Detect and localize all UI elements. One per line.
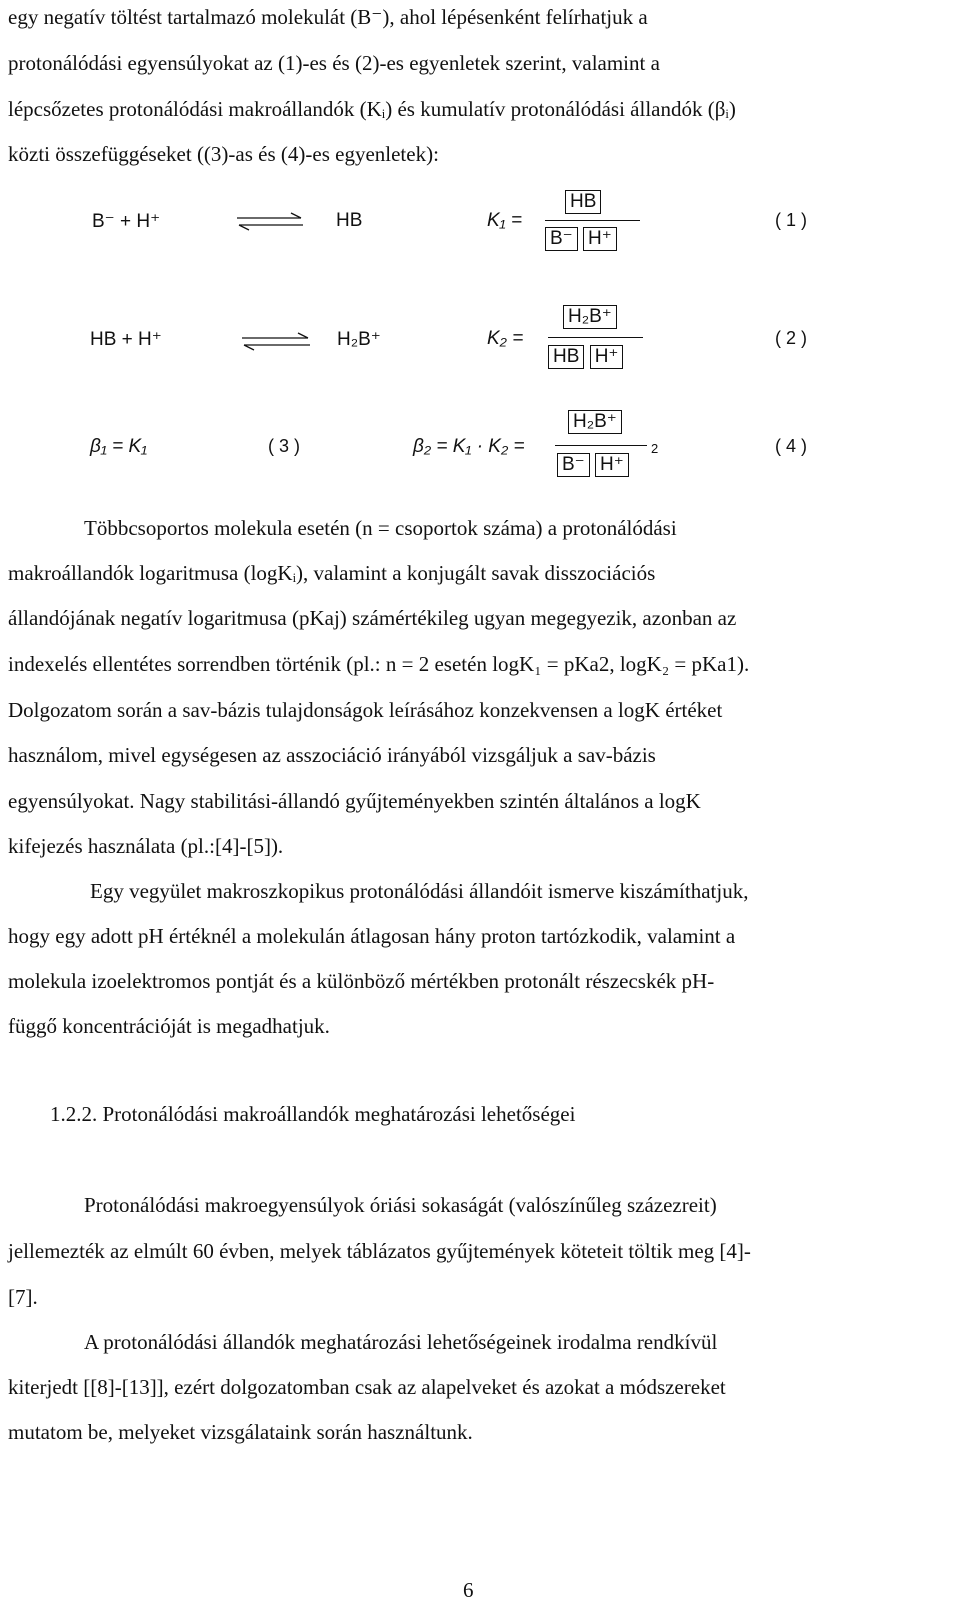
eq2-reactants: HB + H⁺: [90, 329, 162, 350]
fraction-bar: [545, 220, 640, 221]
para3-line-2: jellemezték az elmúlt 60 évben, melyek táblázatos gyűjtemények köteteit töltik meg [4]-: [8, 1239, 751, 1263]
para4-line-1: A protonálódási állandók meghatározási lehetőségeinek irodalma rendkívül: [84, 1330, 718, 1354]
equilibrium-arrow-icon: [235, 210, 305, 234]
para1-line-3: állandójának negatív logaritmusa (pKaj) számértékileg ugyan megegyezik, azonban az: [8, 606, 737, 630]
para2-line-3: molekula izoelektromos pontját és a különböző mértékben protonált részecskék pH-: [8, 969, 715, 993]
eq1-label: ( 1 ): [775, 210, 808, 230]
eq3-label: ( 3 ): [268, 436, 301, 456]
para1-line-8: kifejezés használata (pl.:[4]-[5]).: [8, 834, 284, 858]
para1-line-5: Dolgozatom során a sav-bázis tulajdonságok leírásához konzekvensen a logK értéket: [8, 698, 723, 722]
para2-line-4: függő koncentrációját is megadhatjuk.: [8, 1014, 330, 1038]
para1-line-2: makroállandók logaritmusa (logKᵢ), valamint a konjugált savak disszociációs: [8, 561, 656, 585]
eq1-numerator: HB: [565, 190, 601, 214]
eq3-expression: β₁ = K₁: [90, 436, 148, 457]
fraction-bar: [548, 337, 643, 338]
eq1-denominator: B⁻ H⁺: [545, 227, 617, 251]
para1-line-7: egyensúlyokat. Nagy stabilitási-állandó gyűjteményekben szintén általános a logK: [8, 789, 701, 813]
para2-line-2: hogy egy adott pH értéknél a molekulán átlagosan hány proton tartózkodik, valamint a: [8, 924, 736, 948]
para3-line-1: Protonálódási makroegyensúlyok óriási sokaságát (valószínűleg százezreit): [84, 1193, 717, 1217]
eq2-denominator: HB H⁺: [548, 345, 623, 369]
para4-line-3: mutatom be, melyeket vizsgálataink során használtunk.: [8, 1420, 473, 1444]
eq2-k: K₂ =: [487, 328, 524, 349]
equilibrium-arrow-icon: [240, 330, 312, 354]
para3-line-3: [7].: [8, 1285, 38, 1309]
para2-line-1: Egy vegyület makroszkopikus protonálódási állandóit ismerve kiszámíthatjuk,: [90, 879, 749, 903]
section-heading: 1.2.2. Protonálódási makroállandók meghatározási lehetőségei: [50, 1102, 576, 1126]
fraction-bar: [555, 445, 647, 446]
eq4-label: ( 4 ): [775, 436, 808, 456]
para1-line-4: indexelés ellentétes sorrendben történik (pl.: n = 2 esetén logK₁ = pKa2, logK₂ = pKa1).: [8, 652, 750, 676]
eq2-label: ( 2 ): [775, 328, 808, 348]
eq4-denominator: B⁻ H⁺: [557, 453, 629, 477]
eq4-numerator: H₂B⁺: [568, 410, 622, 434]
para1-line-1: Többcsoportos molekula esetén (n = csoportok száma) a protonálódási: [84, 516, 677, 540]
page-number: 6: [463, 1578, 474, 1602]
eq1-reactants: B⁻ + H⁺: [92, 211, 161, 232]
para4-line-2: kiterjedt [[8]-[13]], ezért dolgozatomban csak az alapelveket és azokat a módszereket: [8, 1375, 726, 1399]
intro-line-4: közti összefüggéseket ((3)-as és (4)-es egyenletek):: [8, 142, 439, 166]
intro-line-3: lépcsőzetes protonálódási makroállandók (Kᵢ) és kumulatív protonálódási állandók (βᵢ): [8, 97, 736, 121]
eq4-expression: β₂ = K₁ · K₂ =: [413, 436, 525, 457]
eq1-product: HB: [336, 210, 363, 231]
eq1-k: K₁ =: [487, 210, 523, 231]
intro-line-2: protonálódási egyensúlyokat az (1)-es és (2)-es egyenletek szerint, valamint a: [8, 51, 660, 75]
eq2-numerator: H₂B⁺: [563, 305, 617, 329]
eq2-product: H₂B⁺: [337, 329, 381, 350]
eq4-exponent: 2: [651, 441, 659, 456]
intro-line-1: egy negatív töltést tartalmazó molekulát (B⁻), ahol lépésenként felírhatjuk a: [8, 5, 648, 29]
para1-line-6: használom, mivel egységesen az asszociáció irányából vizsgáljuk a sav-bázis: [8, 743, 656, 767]
